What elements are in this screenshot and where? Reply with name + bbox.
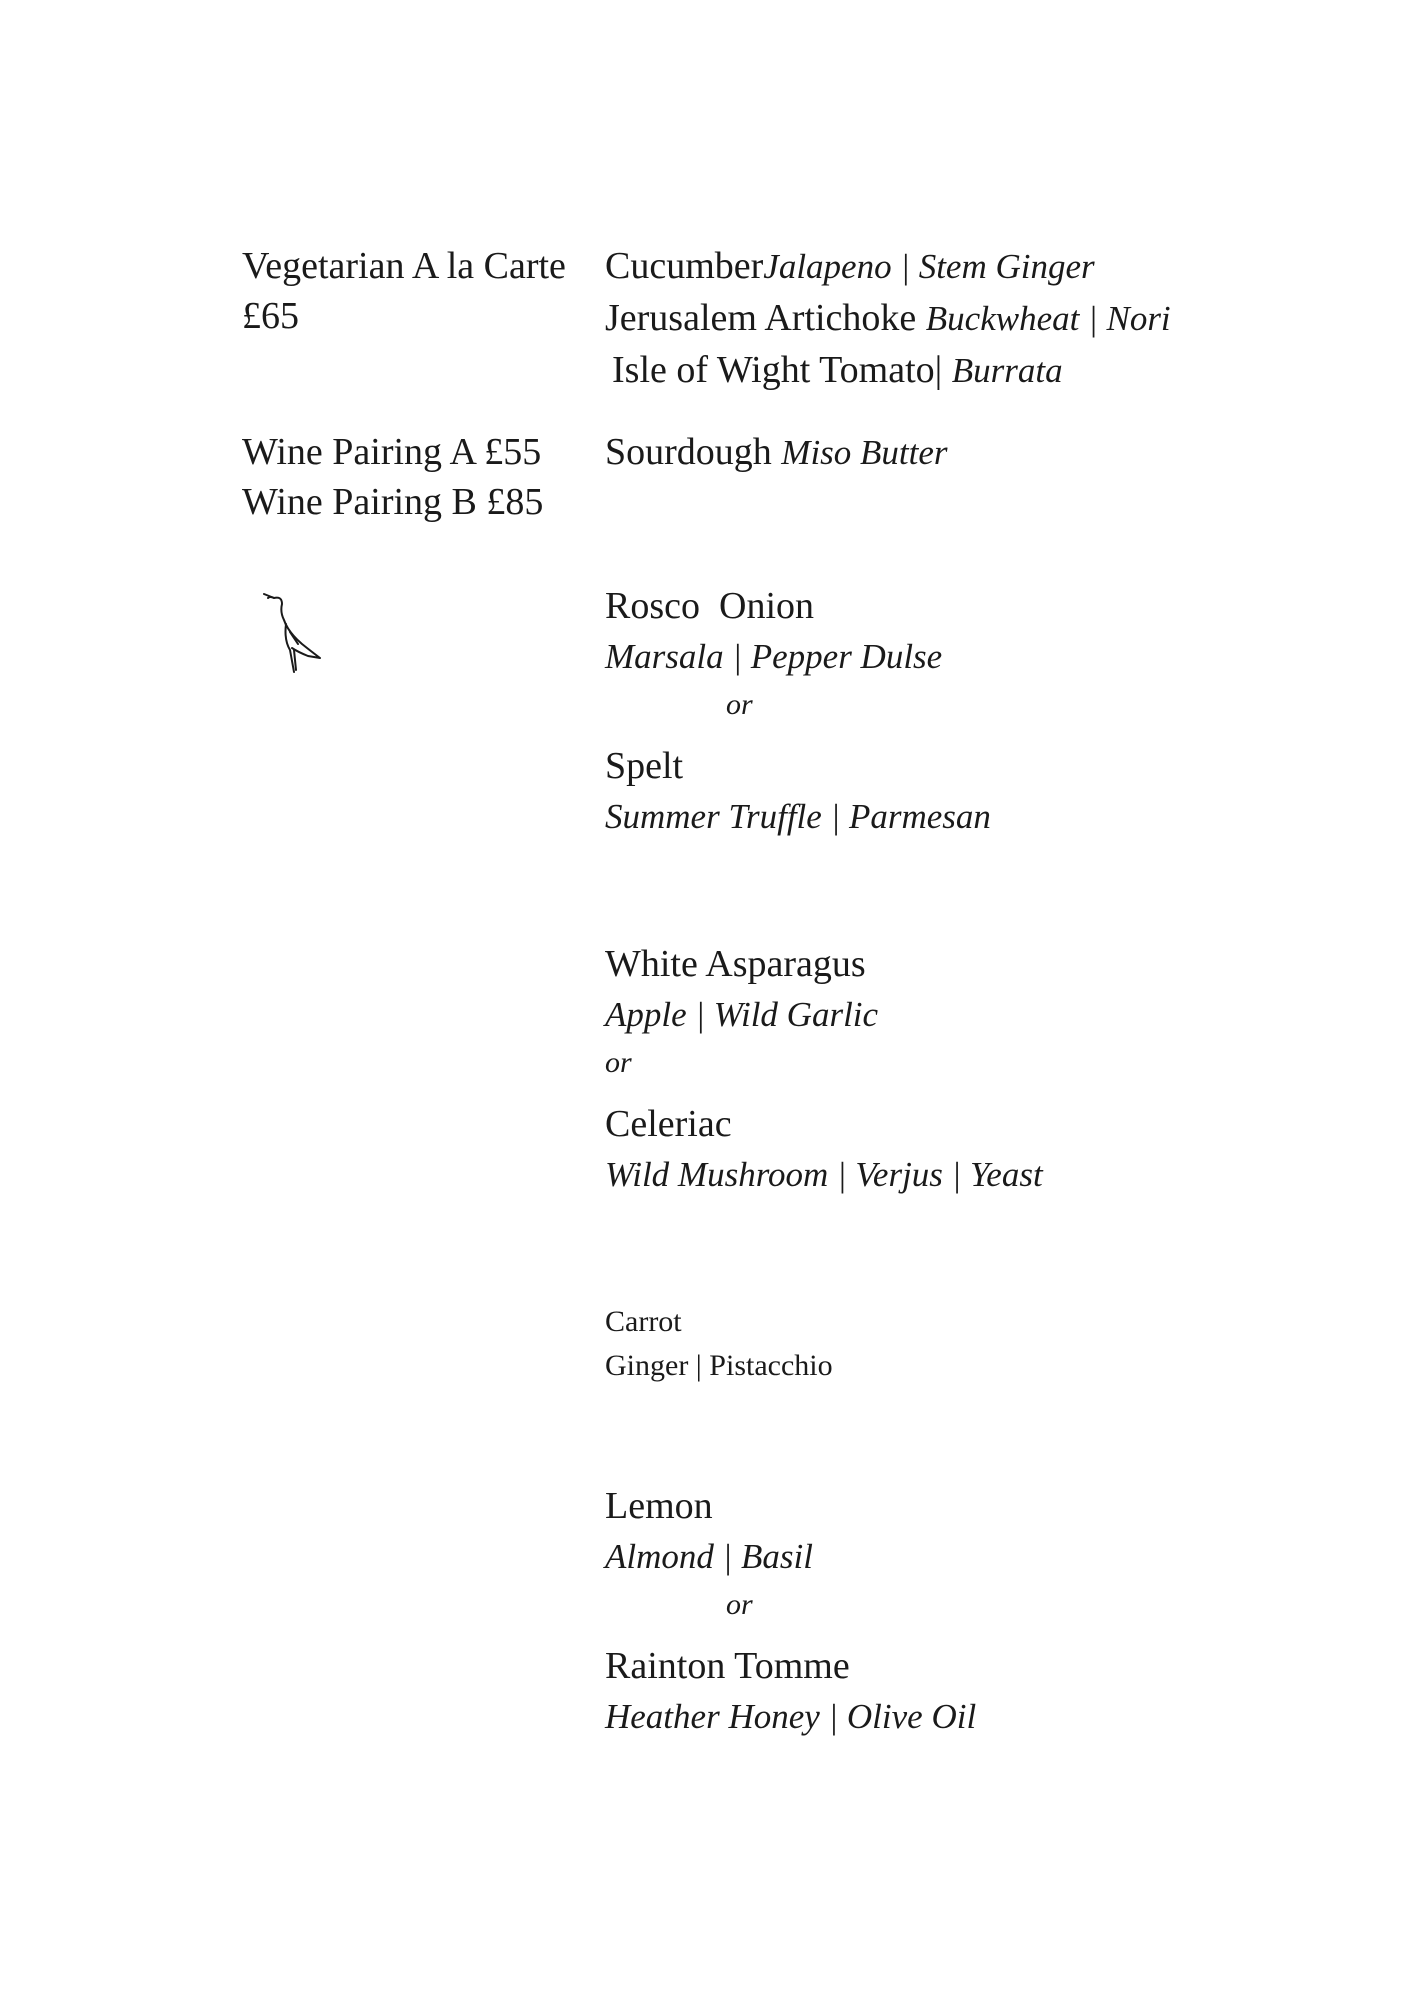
course4-or: or <box>726 1588 753 1621</box>
course3-name: Carrot <box>605 1305 682 1338</box>
course4-option1-detail: Almond | Basil <box>605 1537 813 1576</box>
course1-option2-name: Spelt <box>605 745 684 787</box>
snack-item <box>605 292 1171 345</box>
course4-option2-name: Rainton Tomme <box>605 1645 850 1687</box>
wine-pairing-a: Wine Pairing A £55 <box>242 431 542 473</box>
snack-detail: Burrata <box>951 351 1063 390</box>
menu-title: Vegetarian A la Carte <box>242 245 566 287</box>
course1-option1-name: Rosco Onion <box>605 585 814 627</box>
course2-option2-name: Celeriac <box>605 1103 732 1145</box>
course4-option1-name: Lemon <box>605 1485 713 1527</box>
wine-pairing-b: Wine Pairing B £85 <box>242 481 544 523</box>
snack-detail: Buckwheat | Nori <box>925 299 1171 338</box>
snack-item <box>612 344 1063 397</box>
course1-option1-detail: Marsala | Pepper Dulse <box>605 637 943 676</box>
bread-name: Sourdough <box>605 431 772 473</box>
snack-name: Isle of Wight Tomato| <box>612 349 943 391</box>
bread-item <box>605 426 948 479</box>
course2-option1-name: White Asparagus <box>605 943 866 985</box>
snack-detail: Jalapeno | Stem Ginger <box>763 247 1095 286</box>
course4-option2-detail: Heather Honey | Olive Oil <box>605 1697 977 1736</box>
course2-option1-detail: Apple | Wild Garlic <box>605 995 879 1034</box>
heron-icon <box>258 590 348 680</box>
menu-price: £65 <box>242 295 299 337</box>
snack-name: Cucumber <box>605 245 764 287</box>
course1-or: or <box>726 688 753 721</box>
course1-option2-detail: Summer Truffle | Parmesan <box>605 797 991 836</box>
course3-detail: Ginger | Pistacchio <box>605 1349 833 1382</box>
course2-or: or <box>605 1046 632 1079</box>
bread-detail: Miso Butter <box>781 433 948 472</box>
snack-item <box>605 240 1095 293</box>
snack-name: Jerusalem Artichoke <box>605 297 917 339</box>
course2-option2-detail: Wild Mushroom | Verjus | Yeast <box>605 1155 1043 1194</box>
